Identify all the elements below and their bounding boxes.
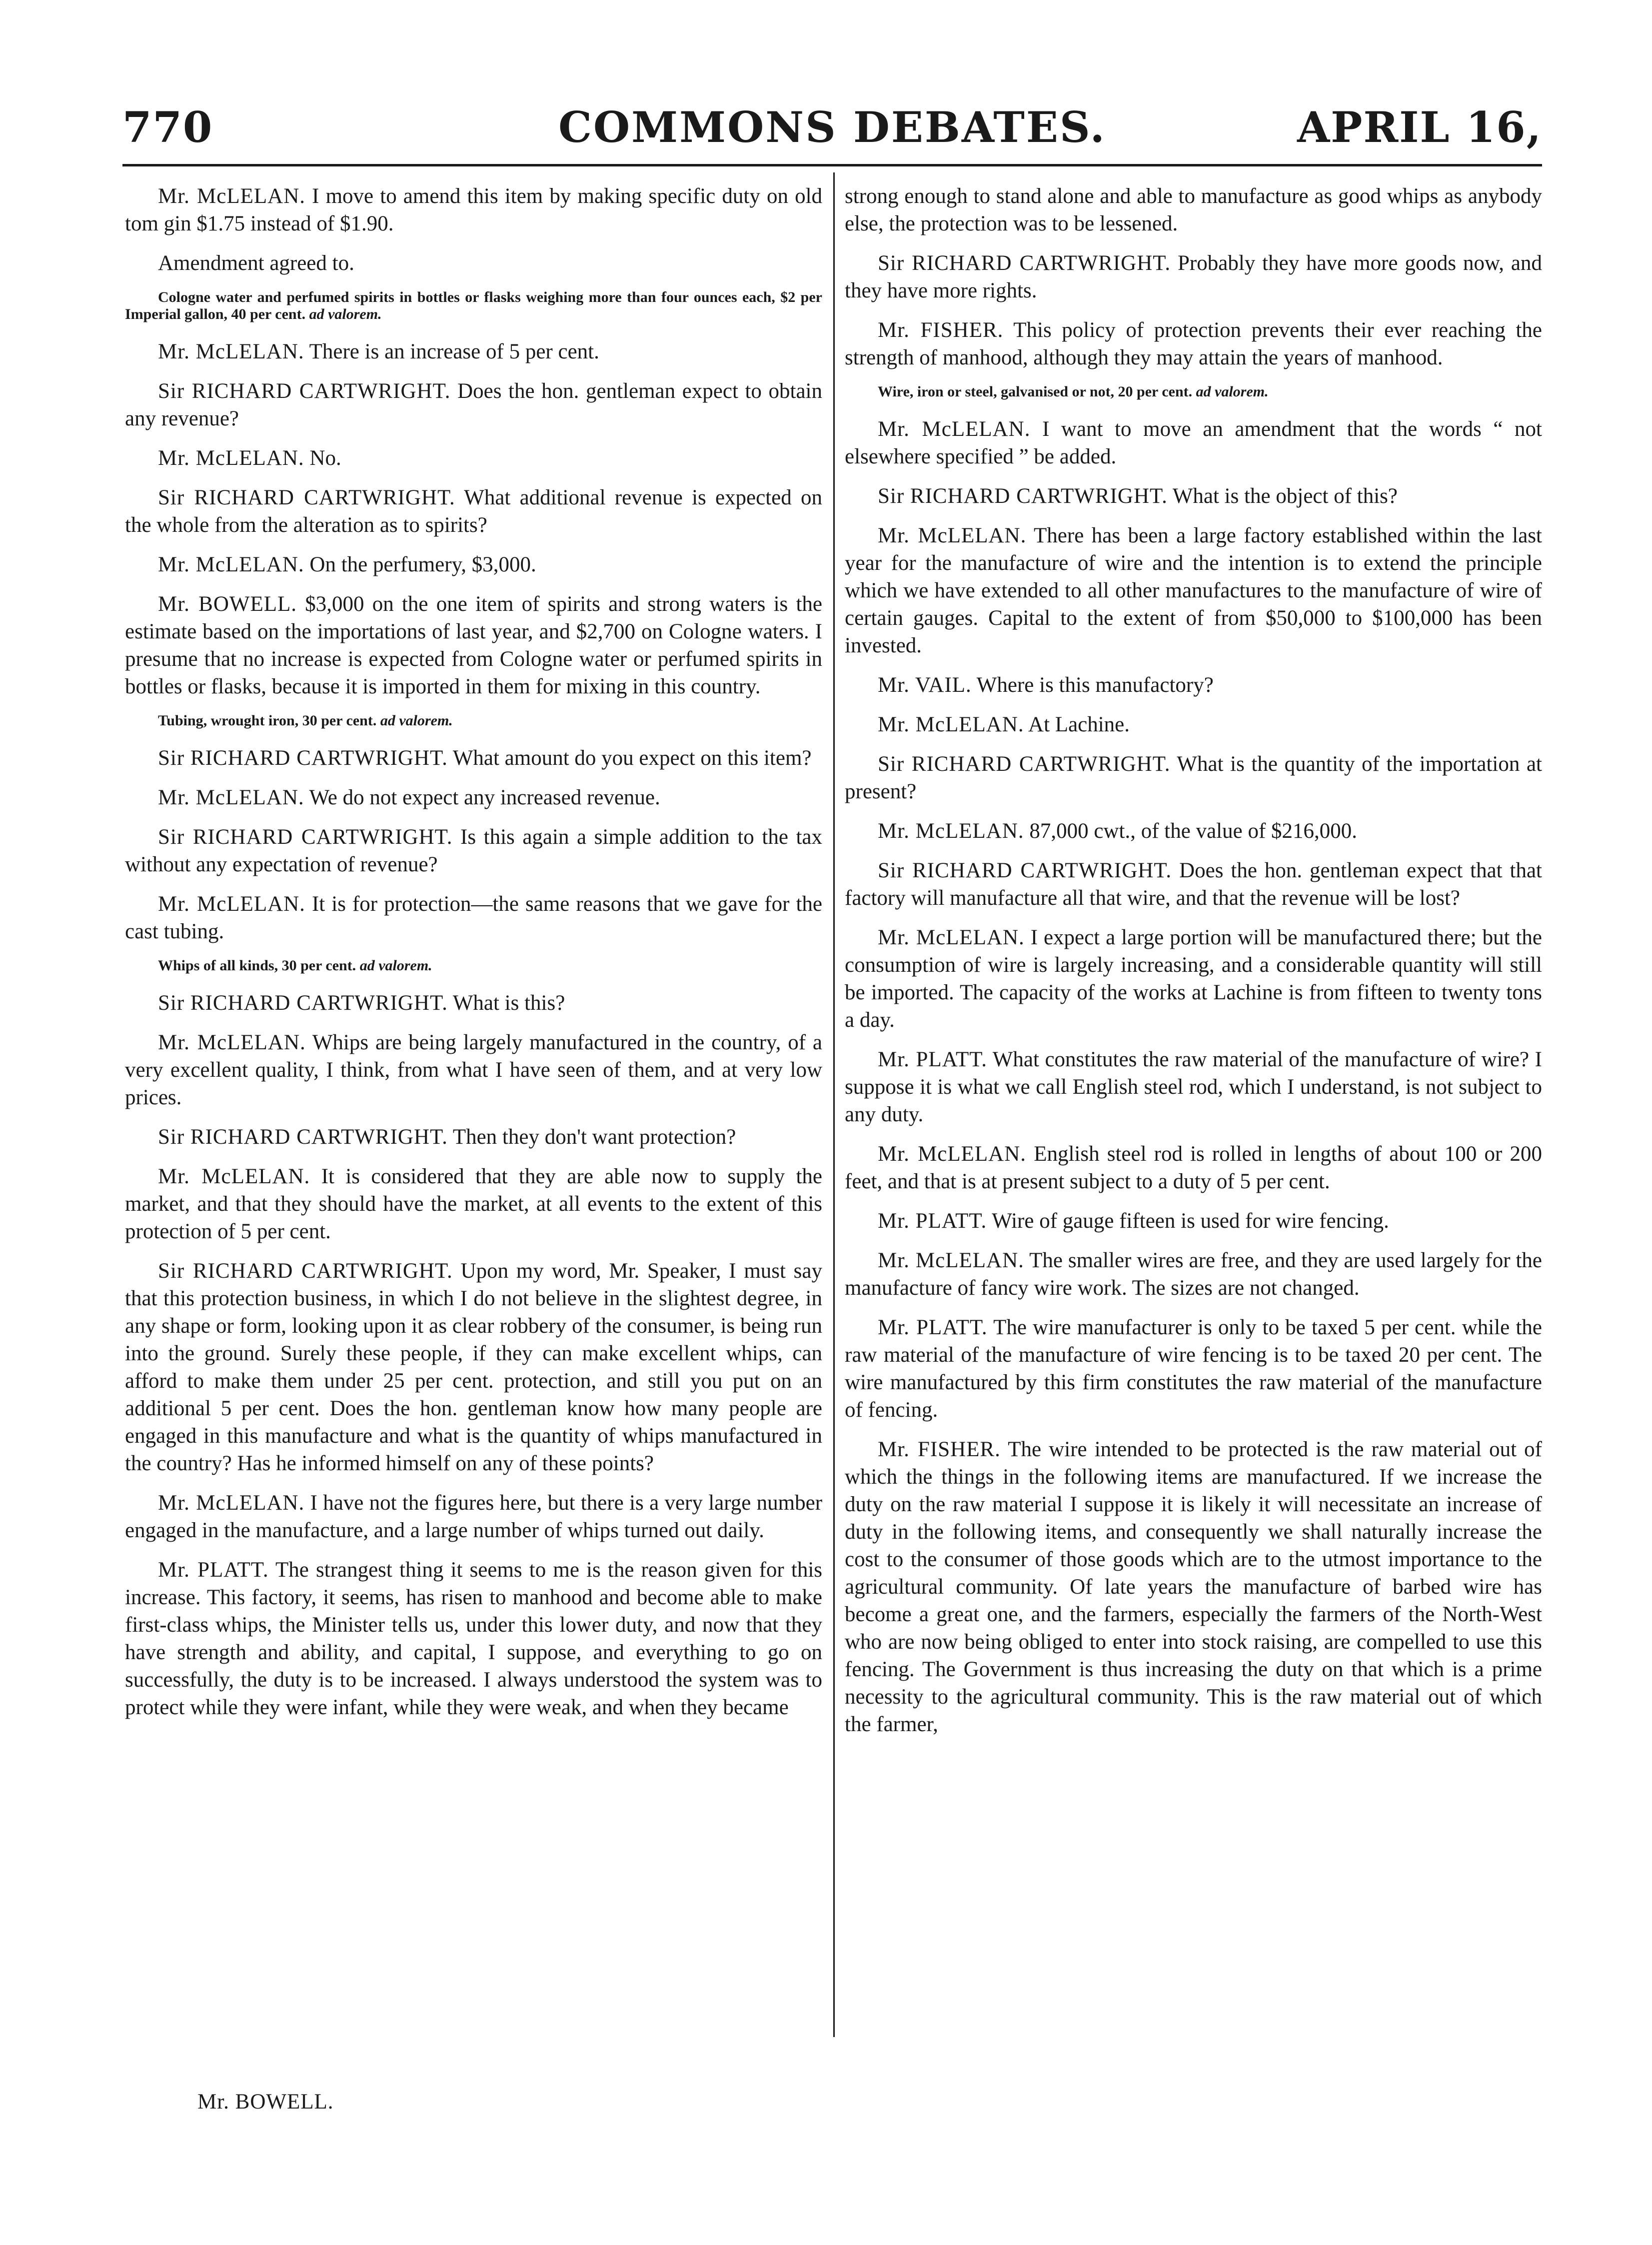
speaker-name: Mr. FISHER. xyxy=(878,1438,1001,1461)
speech-text: What is this? xyxy=(452,991,565,1015)
speaker-name: Sir RICHARD CARTWRIGHT. xyxy=(158,1259,453,1283)
speech-paragraph xyxy=(845,711,1542,738)
speech-paragraph xyxy=(845,1436,1542,1738)
speaker-name: Mr. McLELAN. xyxy=(158,1491,305,1515)
speaker-name: Mr. McLELAN. xyxy=(158,446,304,470)
speech-paragraph xyxy=(845,522,1542,659)
speech-text: There has been a large factory established within the last year for the manufacture of wire and the intention is to extend the principle which we have extended to all other manufactures to the manufacture of wire of certain gauges. Capital to the extent of from $50,000 to $100,000 has been invested. xyxy=(845,524,1542,657)
tariff-item-ad-valorem: ad valorem. xyxy=(359,957,432,974)
speech-text: Whips are being largely manufactured in the country, of a very excellent quality, I think, from what I have seen of them, and at very low prices. xyxy=(125,1031,822,1109)
speaker-name: Mr. PLATT. xyxy=(878,1316,988,1339)
speaker-name: Mr. PLATT. xyxy=(878,1209,987,1233)
speech-paragraph xyxy=(125,1489,822,1544)
speech-paragraph xyxy=(845,1207,1542,1235)
speech-paragraph xyxy=(125,1556,822,1721)
speech-paragraph xyxy=(845,316,1542,371)
speech-paragraph xyxy=(125,1163,822,1245)
speech-paragraph xyxy=(845,415,1542,470)
speech-paragraph xyxy=(125,784,822,811)
speech-paragraph xyxy=(845,671,1542,699)
speech-paragraph xyxy=(125,823,822,878)
speech-text: strong enough to stand alone and able to manufacture as good whips as anybody else, the protection was to be lessened. xyxy=(845,184,1542,235)
speaker-name: Mr. McLELAN. xyxy=(878,819,1024,843)
speaker-name: Mr. McLELAN. xyxy=(158,553,304,576)
tariff-item-text: Wire, iron or steel, galvanised or not, 20 per cent. xyxy=(878,383,1193,400)
speaker-name: Mr. McLELAN. xyxy=(878,524,1027,547)
speech-text: It is for protection—the same reasons that we gave for the cast tubing. xyxy=(125,892,822,943)
tariff-item-text: Whips of all kinds, 30 per cent. xyxy=(158,957,356,974)
speech-paragraph xyxy=(125,890,822,945)
speech-paragraph xyxy=(845,1314,1542,1424)
speaker-name: Mr. McLELAN. xyxy=(878,1249,1024,1272)
speaker-name: Mr. PLATT. xyxy=(878,1048,988,1071)
tariff-item xyxy=(125,957,822,974)
speaker-name: Mr. VAIL. xyxy=(878,673,972,697)
speaker-name: Sir RICHARD CARTWRIGHT. xyxy=(878,251,1171,275)
speech-text: I have not the figures here, but there is a very large number engaged in the manufacture, and a large number of whips turned out daily. xyxy=(125,1491,823,1542)
speech-text: What additional revenue is expected on the whole from the alteration as to spirits? xyxy=(125,486,822,537)
speech-text: What amount do you expect on this item? xyxy=(452,746,812,770)
speaker-name: Mr. McLELAN. xyxy=(158,1031,306,1054)
tariff-item xyxy=(125,712,822,729)
speech-paragraph xyxy=(845,857,1542,912)
speaker-name: Sir RICHARD CARTWRIGHT. xyxy=(158,825,453,849)
left-column xyxy=(125,182,822,1733)
speech-paragraph xyxy=(125,1257,822,1477)
speech-text: I move to amend this item by making specific duty on old tom gin $1.75 instead of $1.90. xyxy=(125,184,823,235)
speech-paragraph xyxy=(845,1140,1542,1195)
speech-continuation xyxy=(845,182,1542,237)
speech-text: No. xyxy=(309,446,341,470)
tariff-item-ad-valorem: ad valorem. xyxy=(380,712,453,729)
speech-paragraph xyxy=(125,338,822,365)
speech-paragraph xyxy=(845,750,1542,805)
speech-text: Does the hon. gentleman expect to obtain any revenue? xyxy=(125,379,822,430)
page-title: COMMONS DEBATES. xyxy=(558,102,1106,152)
speech-text: What is the quantity of the importation at present? xyxy=(845,752,1542,803)
speech-text: Is this again a simple addition to the tax without any expectation of revenue? xyxy=(125,825,822,876)
speaker-name: Mr. McLELAN. xyxy=(878,1142,1027,1166)
speech-paragraph xyxy=(845,817,1542,845)
speech-text: This policy of protection prevents their ever reaching the strength of manhood, although they may attain the years of manhood. xyxy=(845,318,1542,369)
speech-paragraph xyxy=(125,590,822,700)
speech-paragraph xyxy=(125,377,822,432)
speaker-name: Sir RICHARD CARTWRIGHT. xyxy=(158,486,455,509)
speech-text: The smaller wires are free, and they are used largely for the manufacture of fancy wire work. The sizes are not changed. xyxy=(845,1249,1543,1300)
tariff-item-ad-valorem: ad valorem. xyxy=(309,306,382,322)
speech-text: Then they don't want protection? xyxy=(452,1125,736,1149)
speech-paragraph xyxy=(125,1029,822,1111)
speech-text: There is an increase of 5 per cent. xyxy=(309,340,599,363)
speaker-name: Sir RICHARD CARTWRIGHT. xyxy=(158,746,448,770)
speech-text: I want to move an amendment that the words “ not elsewhere specified ” be added. xyxy=(845,417,1543,468)
tariff-item-text: Cologne water and perfumed spirits in bottles or flasks weighing more than four ounces each, $2 per Imperial gallon, 40 per cent. xyxy=(125,289,822,322)
speech-paragraph xyxy=(845,1247,1542,1302)
tariff-item-text: Tubing, wrought iron, 30 per cent. xyxy=(158,712,377,729)
page-date: APRIL 16, xyxy=(1297,102,1542,152)
speech-paragraph xyxy=(845,482,1542,510)
speech-paragraph xyxy=(125,249,822,277)
speech-text: On the perfumery, $3,000. xyxy=(309,553,536,576)
page-number: 770 xyxy=(122,102,213,152)
speech-text: 87,000 cwt., of the value of $216,000. xyxy=(1029,819,1358,843)
speech-text: The wire intended to be protected is the raw material out of which the things in the following items are manufactured. If we increase the duty on the raw material I suppose it is likely it will necessitate an increase of duty in the following items, and consequently we shall naturally increase the cost to the consumer of those goods which are to the utmost importance to the agricultural community. Of late years the manufacture of barbed wire has become a great one, and the farmers, especially the farmers of the North-West who are now being obliged to enter into stock raising, are compelled to use this fencing. The Government is thus increasing the duty on that which is a prime necessity to the agricultural community. This is the raw material out of which the farmer, xyxy=(845,1438,1542,1736)
tariff-item xyxy=(125,289,822,323)
speech-text: At Lachine. xyxy=(1028,713,1130,736)
speech-paragraph xyxy=(125,1123,822,1151)
column-divider xyxy=(833,172,835,2037)
speaker-name: Sir RICHARD CARTWRIGHT. xyxy=(878,859,1172,882)
speech-text: What is the object of this? xyxy=(1172,484,1398,508)
speech-text: English steel rod is rolled in lengths of about 100 or 200 feet, and that is at present subject to a duty of 5 per cent. xyxy=(845,1142,1543,1193)
speaker-name: Mr. McLELAN. xyxy=(158,340,304,363)
speech-text: Where is this manufactory? xyxy=(976,673,1214,697)
speaker-name: Mr. McLELAN. xyxy=(158,892,305,916)
speaker-name: Mr. McLELAN. xyxy=(878,713,1024,736)
speech-paragraph xyxy=(125,744,822,772)
speech-text: Does the hon. gentleman expect that that factory will manufacture all that wire, and that the revenue will be lost? xyxy=(845,859,1542,910)
speech-text: The strangest thing it seems to me is the reason given for this increase. This factory, it seems, has risen to manhood and become able to make first-class whips, the Minister tells us, under this lower duty, and now that they have strength and ability, and capital, I suppose, and everything to go on successfully, the duty is to be increased. I always understood the system was to protect while they were infant, while they were weak, and when they became xyxy=(125,1558,822,1719)
speech-text: The wire manufacturer is only to be taxed 5 per cent. while the raw material of the manufacture of wire fencing is to be taxed 20 per cent. The wire manufactured by this firm constitutes the raw material of the manufacture of fencing. xyxy=(845,1316,1542,1422)
speaker-name: Mr. FISHER. xyxy=(878,318,1004,342)
speaker-name: Mr. McLELAN. xyxy=(878,926,1025,949)
speech-text: Upon my word, Mr. Speaker, I must say that this protection business, in which I do not believe in the slightest degree, in any shape or form, looking upon it as clear robbery of the consumer, is being run into the ground. Surely these people, if they can make excellent whips, can afford to make them under 25 per cent. protection, and still you put on an additional 5 per cent. Does the hon. gentleman know how many people are engaged in this manufacture and what is the quantity of whips manufactured in the country? Has he informed himself on any of these points? xyxy=(125,1259,822,1475)
tariff-item xyxy=(845,383,1542,400)
speaker-name: Mr. McLELAN. xyxy=(158,1165,310,1188)
speech-paragraph xyxy=(125,444,822,472)
speech-paragraph xyxy=(125,551,822,578)
right-column xyxy=(845,182,1542,1750)
speaker-name: Mr. McLELAN. xyxy=(158,786,304,809)
tariff-item-ad-valorem: ad valorem. xyxy=(1196,383,1269,400)
speech-paragraph xyxy=(125,989,822,1017)
speaker-name: Mr. McLELAN. xyxy=(878,417,1031,441)
speech-text: I expect a large portion will be manufactured there; but the consumption of wire is largely increasing, and a considerable quantity will still be imported. The capacity of the works at Lachine is from fifteen to twenty tons a day. xyxy=(845,926,1543,1032)
speaker-name: Mr. PLATT. xyxy=(158,1558,269,1582)
speaker-name: Mr. McLELAN. xyxy=(158,184,306,208)
speech-text: Wire of gauge fifteen is used for wire fencing. xyxy=(992,1209,1389,1233)
speaker-name: Sir RICHARD CARTWRIGHT. xyxy=(158,991,448,1015)
speech-paragraph xyxy=(845,924,1542,1034)
header-rule xyxy=(122,164,1542,166)
speaker-name: Sir RICHARD CARTWRIGHT. xyxy=(878,752,1171,776)
speaker-name: Sir RICHARD CARTWRIGHT. xyxy=(158,1125,448,1149)
speech-paragraph xyxy=(845,1046,1542,1128)
running-footer-name: Mr. BOWELL. xyxy=(197,2090,334,2114)
speech-paragraph xyxy=(125,182,822,237)
speech-text: Probably they have more goods now, and they have more rights. xyxy=(845,251,1542,302)
speaker-name: Sir RICHARD CARTWRIGHT. xyxy=(158,379,451,403)
speech-text: Amendment agreed to. xyxy=(158,251,354,275)
speech-paragraph xyxy=(125,484,822,539)
speech-text: What constitutes the raw material of the manufacture of wire? I suppose it is what we call English steel rod, which I understand, is not subject to any duty. xyxy=(845,1048,1542,1126)
speech-text: We do not expect any increased revenue. xyxy=(309,786,660,809)
page-header xyxy=(122,102,1542,162)
speech-paragraph xyxy=(845,249,1542,304)
speaker-name: Sir RICHARD CARTWRIGHT. xyxy=(878,484,1168,508)
speaker-name: Mr. BOWELL. xyxy=(158,592,297,616)
speech-text: It is considered that they are able now to supply the market, and that they should have the market, at all events to the extent of this protection of 5 per cent. xyxy=(125,1165,823,1243)
speech-text: $3,000 on the one item of spirits and strong waters is the estimate based on the importations of last year, and $2,700 on Cologne waters. I presume that no increase is expected from Cologne water or perfumed spirits in bottles or flasks, because it is imported in them for mixing in this country. xyxy=(125,592,823,698)
